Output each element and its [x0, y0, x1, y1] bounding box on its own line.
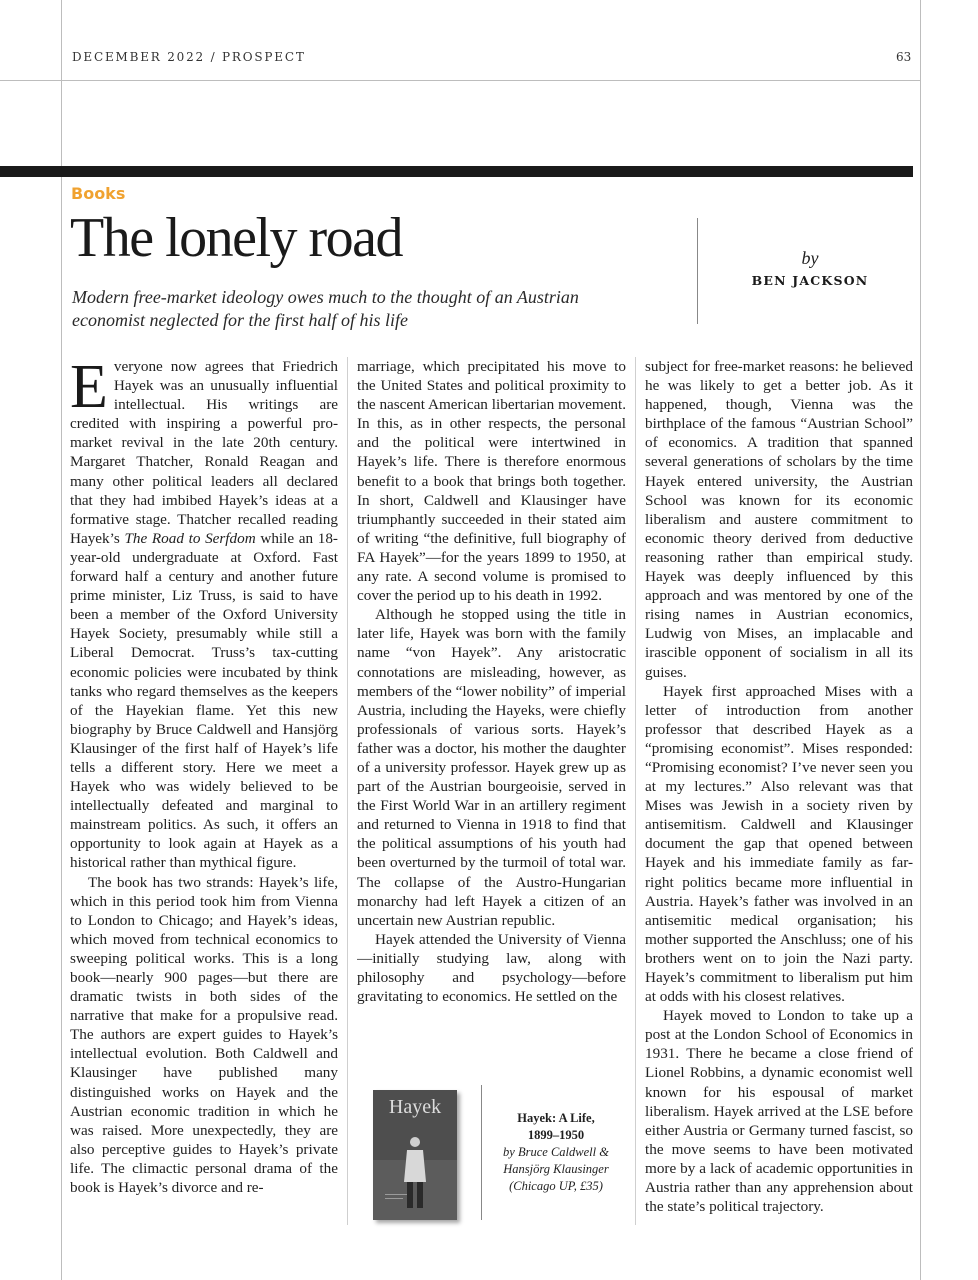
paragraph-1 — [70, 357, 338, 873]
column-divider-1 — [347, 357, 348, 1225]
book-authors-line-2: Hansjörg Klausinger — [503, 1162, 609, 1176]
left-margin-rule — [61, 0, 62, 1280]
standfirst: Modern free-market ideology owes much to the thought of an Austrian economist neglected for the first half of his life — [72, 287, 579, 330]
page-number: 63 — [896, 50, 912, 64]
paragraph-8: Hayek moved to London to take up a post at the London School of Economics in 1931. There he became a close friend of Lionel Robbins, a dynamic economist well known for his espousal of market liberalism. Hayek arrived at the LSE before either Austria or Germany turned fascist, so the move seems to have been motivated more by a lack of academic opportunities in Austria rather than any apprehension about the state’s political trajectory. — [645, 1007, 913, 1216]
book-publisher: (Chicago UP, £35) — [509, 1179, 603, 1193]
paragraph-4: Although he stopped using the title in later life, Hayek was born with the family name “von Hayek”. Any aristocratic connotations are misleading, however, as members of the “lower nobility” of imperial Austria, including the Hayeks, were chiefly professionals of various sorts. Hayek’s father was a doctor, his mother the daughter of a university professor. Hayek grew up as part of the Austrian bourgeoisie, served in the First World War in an artillery regiment and returned to Vienna in 1918 to find that the political assumptions of his youth had been overturned by the turmoil of total war. The collapse of the Austro-Hungarian monarchy had left Hayek a citizen of an uncertain new Austrian republic. — [357, 606, 626, 929]
headline: The lonely road — [70, 207, 403, 269]
article-column-1 — [70, 357, 338, 1225]
paragraph-1-text-b: while an 18-year-old undergraduate at Oxford. Fast forward half a century and another future prime minister, Liz Truss, is said to have been a member of the Oxford University Hayek Society, presumably while still a Liberal Democrat. Truss’s tax-cutting economic policies were incubated by think tanks who regard themselves as the keepers of the Hayekian flame. Yet this new biography by Bruce Caldwell and Hansjörg Klausinger of the first half of Hayek’s life tells a different story. Here we meet a Hayek who was widely believed to be intellectually defeated and marginal to mainstream politics. As such, it offers an opportunity to look again at Hayek as a historical rather than mythical figure. — [70, 529, 338, 872]
book-title-italic: The Road to Serfdom — [124, 529, 256, 547]
book-authors-line-1: by Bruce Caldwell & — [503, 1145, 609, 1159]
paragraph-2: The book has two strands: Hayek’s life, which in this period took him from Vienna to London to Chicago; and Hayek’s ideas, which moved from technical economics to sweeping political works. This is a long book—nearly 900 pages—but there are dramatic twists in both sides of the narrative that make for a propulsive read. The authors are expert guides to Hayek’s intellectual evolution. Both Caldwell and Klausinger have published many distinguished works on Hayek and the Austrian economic tradition in which he was raised. More unexpectedly, they are also perceptive guides to Hayek’s private life. The climactic personal drama of the book is Hayek’s divorce and re- — [70, 873, 338, 1197]
book-info-divider — [481, 1085, 482, 1220]
book-cover-title: Hayek — [388, 1096, 442, 1118]
right-margin-rule — [920, 0, 921, 1280]
book-title-line-2: 1899–1950 — [527, 1128, 585, 1142]
book-cover-image — [373, 1090, 457, 1220]
byline-divider — [697, 218, 698, 324]
section-top-bar — [0, 166, 913, 177]
drop-cap: E — [70, 357, 108, 421]
header-rule — [0, 80, 920, 81]
paragraph-6: subject for free-market reasons: he believed he was likely to get a better job. As it happened, though, Vienna was the birthplace of the famous “Austrian School” of economics. A tradition that spanned several generations of scholars by the time Hayek entered university, the Austrian School was known for its economic liberalism and austere commitment to economic theory derived from deductive reasoning rather than empirical study. Hayek was deeply influenced by this approach and was mentored by one of the rising names in Austrian economics, Ludwig von Mises, an implacable and irascible opponent of socialism in all its guises. — [645, 358, 913, 681]
article-column-3 — [645, 357, 913, 1225]
byline-author: BEN JACKSON — [751, 273, 869, 288]
section-label: Books — [71, 184, 126, 203]
running-head: DECEMBER 2022 / PROSPECT — [72, 50, 306, 64]
book-info — [494, 1110, 618, 1195]
paragraph-5: Hayek attended the University of Vienna—initially studying law, along with philosophy and psychology—before gravitating to economics. He settled on the — [357, 930, 626, 1006]
paragraph-1-text-a: veryone now agrees that Friedrich Hayek was an unusually influential intellectual. His writings are credited with inspiring a powerful pro-market revival in the late 20th century. Margaret Thatcher, Ronald Reagan and many other political leaders all declared that they had imbibed Hayek’s ideas at a formative stage. Thatcher recalled reading Hayek’s — [70, 358, 338, 547]
book-title-line-1: Hayek: A Life, — [517, 1111, 595, 1125]
paragraph-3: marriage, which precipitated his move to the United States and political proximity to the nascent American libertarian movement. In this, as in other respects, the personal and the political were intertwined in Hayek’s life. There is therefore enormous benefit to a book that brings both together. In short, Caldwell and Klausinger have triumphantly succeeded in their stated aim of writing “the definitive, full biography of FA Hayek”—for the years 1899 to 1950, at any rate. A second volume is promised to cover the period up to his death in 1992. — [357, 358, 626, 605]
paragraph-7: Hayek first approached Mises with a letter of introduction from another professor that described Hayek as a “promising economist”. Mises responded: “Promising economist? I’ve never seen you at my lectures.” Also relevant was that Mises was Jewish in a society riven by antisemitism. Caldwell and Klausinger document the gap that opened between Hayek and his immediate family as far-right politics became more influential in Austria. Hayek’s father was involved in an antisemitic medical organisation; his mother supported the Anschluss; one of his brothers went on to join the Nazi party. Hayek’s commitment to liberalism put him at odds with his closest relatives. — [645, 682, 913, 1006]
column-divider-2 — [635, 357, 636, 1225]
article-column-2 — [357, 357, 626, 1047]
byline-prefix: by — [801, 248, 819, 268]
